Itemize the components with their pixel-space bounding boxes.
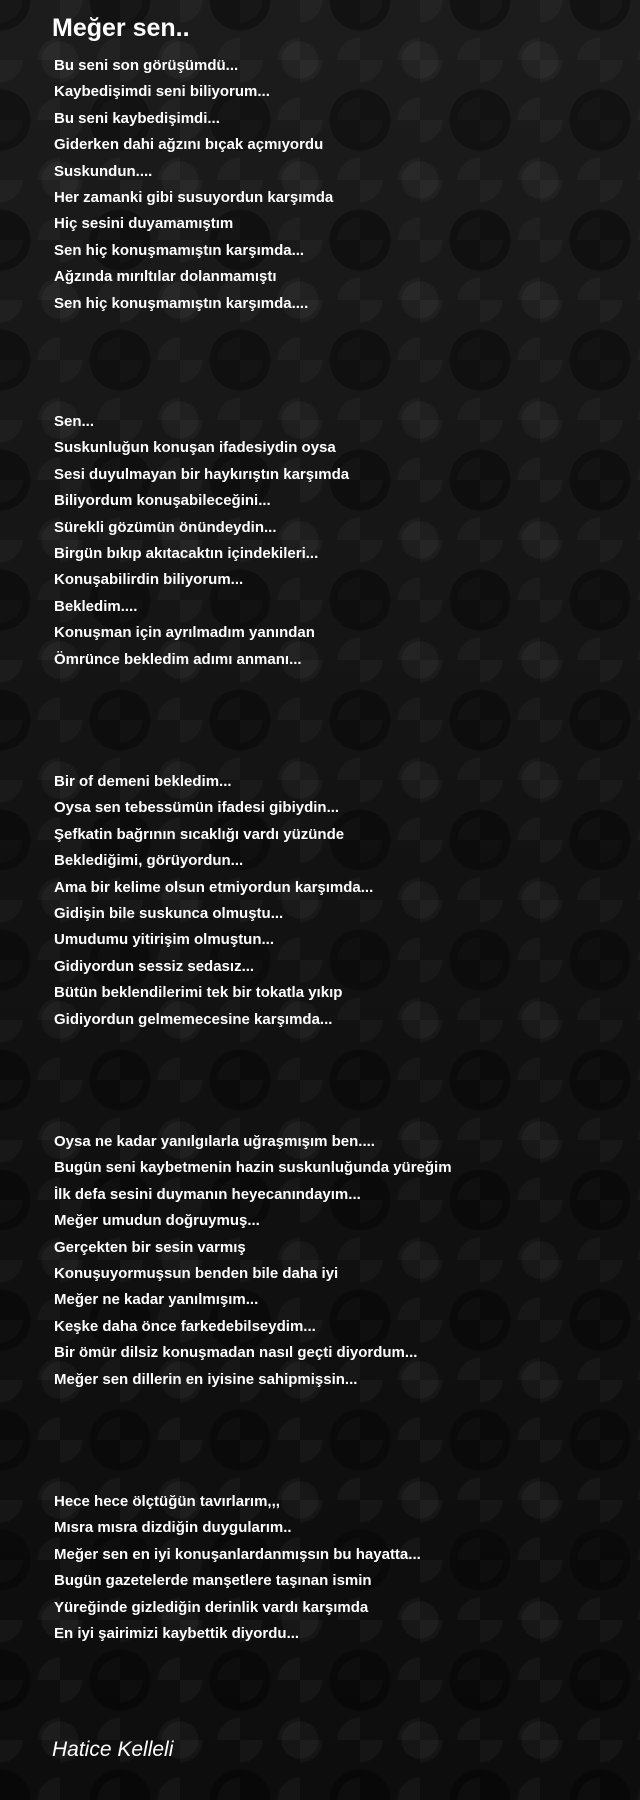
poem-line: Meğer sen dillerin en iyisine sahipmişsin... — [54, 1370, 358, 1388]
poem-line: Sen... — [54, 413, 95, 430]
poem-line: Meğer ne kadar yanılmışım... — [54, 1291, 259, 1309]
poem-line: Bu seni kaybedişimdi... — [54, 109, 220, 127]
poem-line: Beklediğimi, görüyordun... — [54, 852, 244, 870]
poem-line: Ömrünce bekledim adımı anmanı... — [54, 650, 302, 668]
poem-line: Gidiyordun sessiz sedasız... — [54, 957, 255, 975]
poem-line: Meğer sen en iyi konuşanlardanmışsın bu hayatta... — [54, 1545, 421, 1563]
poem-line: Ağzında mırıltılar dolanmamıştı — [54, 268, 277, 286]
poem-line: Keşke daha önce farkedebilseydim... — [54, 1317, 316, 1335]
poem-line: Meğer umudun doğruymuş... — [54, 1212, 260, 1230]
poem-line: Ama bir kelime olsun etmiyordun karşımda... — [54, 878, 374, 896]
poem-line: Suskunluğun konuşan ifadesiydin oysa — [54, 439, 336, 457]
poem-line: Yüreğinde gizlediğin derinlik vardı karşımda — [54, 1598, 369, 1616]
stanza-2 — [54, 409, 349, 673]
poem-line: Suskundun.... — [54, 162, 153, 180]
poem-line: Hece hece ölçtüğün tavırlarım,,, — [54, 1493, 280, 1510]
poem-line: Bir ömür dilsiz konuşmadan nasıl geçti diyordum... — [54, 1344, 418, 1362]
poem-line: Bütün beklendilerimi tek bir tokatla yıkıp — [54, 984, 343, 1002]
poem-line: Umudumu yitirişim olmuştun... — [54, 931, 275, 949]
poem-line: Konuşuyormuşsun benden bile daha iyi — [54, 1265, 339, 1283]
poem-line: Hiç sesini duyamamıştım — [54, 215, 234, 233]
poem-line: Oysa ne kadar yanılgılarla uğraşmışım ben.... — [54, 1133, 375, 1150]
poem-line: Giderken dahi ağzını bıçak açmıyordu — [54, 136, 324, 154]
poem-line: Biliyordum konuşabileceğini... — [54, 492, 271, 510]
poem-line: Gerçekten bir sesin varmış — [54, 1238, 246, 1256]
poem-title: Meğer sen.. — [52, 14, 190, 42]
poem-line: İlk defa sesini duymanın heyecanındayım... — [54, 1185, 361, 1203]
stanza-3 — [54, 769, 373, 1033]
poem-line: Sen hiç konuşmamıştın karşımda.... — [54, 294, 309, 312]
stanza-4 — [54, 1129, 452, 1393]
poem-line: Kaybedişimdi seni biliyorum... — [54, 83, 270, 101]
poem-line: Sesi duyulmayan bir haykırıştın karşımda — [54, 465, 350, 483]
poem-line: Bekledim.... — [54, 597, 138, 615]
poem-line: Sürekli gözümün önündeydin... — [54, 518, 277, 536]
poem-line: En iyi şairimizi kaybettik diyordu... — [54, 1625, 300, 1643]
poem-line: Gidiyordun gelmemecesine karşımda... — [54, 1010, 333, 1028]
poem-line: Gidişin bile suskunca olmuştu... — [54, 905, 284, 923]
stanza-1 — [54, 53, 333, 317]
poem-line: Bugün seni kaybetmenin hazin suskunluğunda yüreğim — [54, 1159, 452, 1177]
poem-line: Bu seni son görüşümdü... — [54, 57, 239, 74]
poem-line: Her zamanki gibi susuyordun karşımda — [54, 189, 334, 207]
poem-line: Sen hiç konuşmamıştın karşımda... — [54, 241, 305, 259]
stanza-5 — [54, 1489, 421, 1647]
poem-line: Konuşabilirdin biliyorum... — [54, 571, 244, 589]
poem-line: Bugün gazetelerde manşetlere taşınan ismin — [54, 1572, 372, 1590]
poem-line: Mısra mısra dizdiğin duygularım.. — [54, 1519, 292, 1537]
poem-line: Şefkatin bağrının sıcaklığı vardı yüzünde — [54, 825, 345, 843]
poem-line: Konuşman için ayrılmadım yanından — [54, 624, 315, 642]
poem-line: Oysa sen tebessümün ifadesi gibiydin... — [54, 799, 340, 817]
poem-line: Birgün bıkıp akıtacaktın içindekileri... — [54, 545, 319, 563]
poem-line: Bir of demeni bekledim... — [54, 773, 232, 790]
author-signature: Hatice Kelleli — [52, 1738, 174, 1761]
